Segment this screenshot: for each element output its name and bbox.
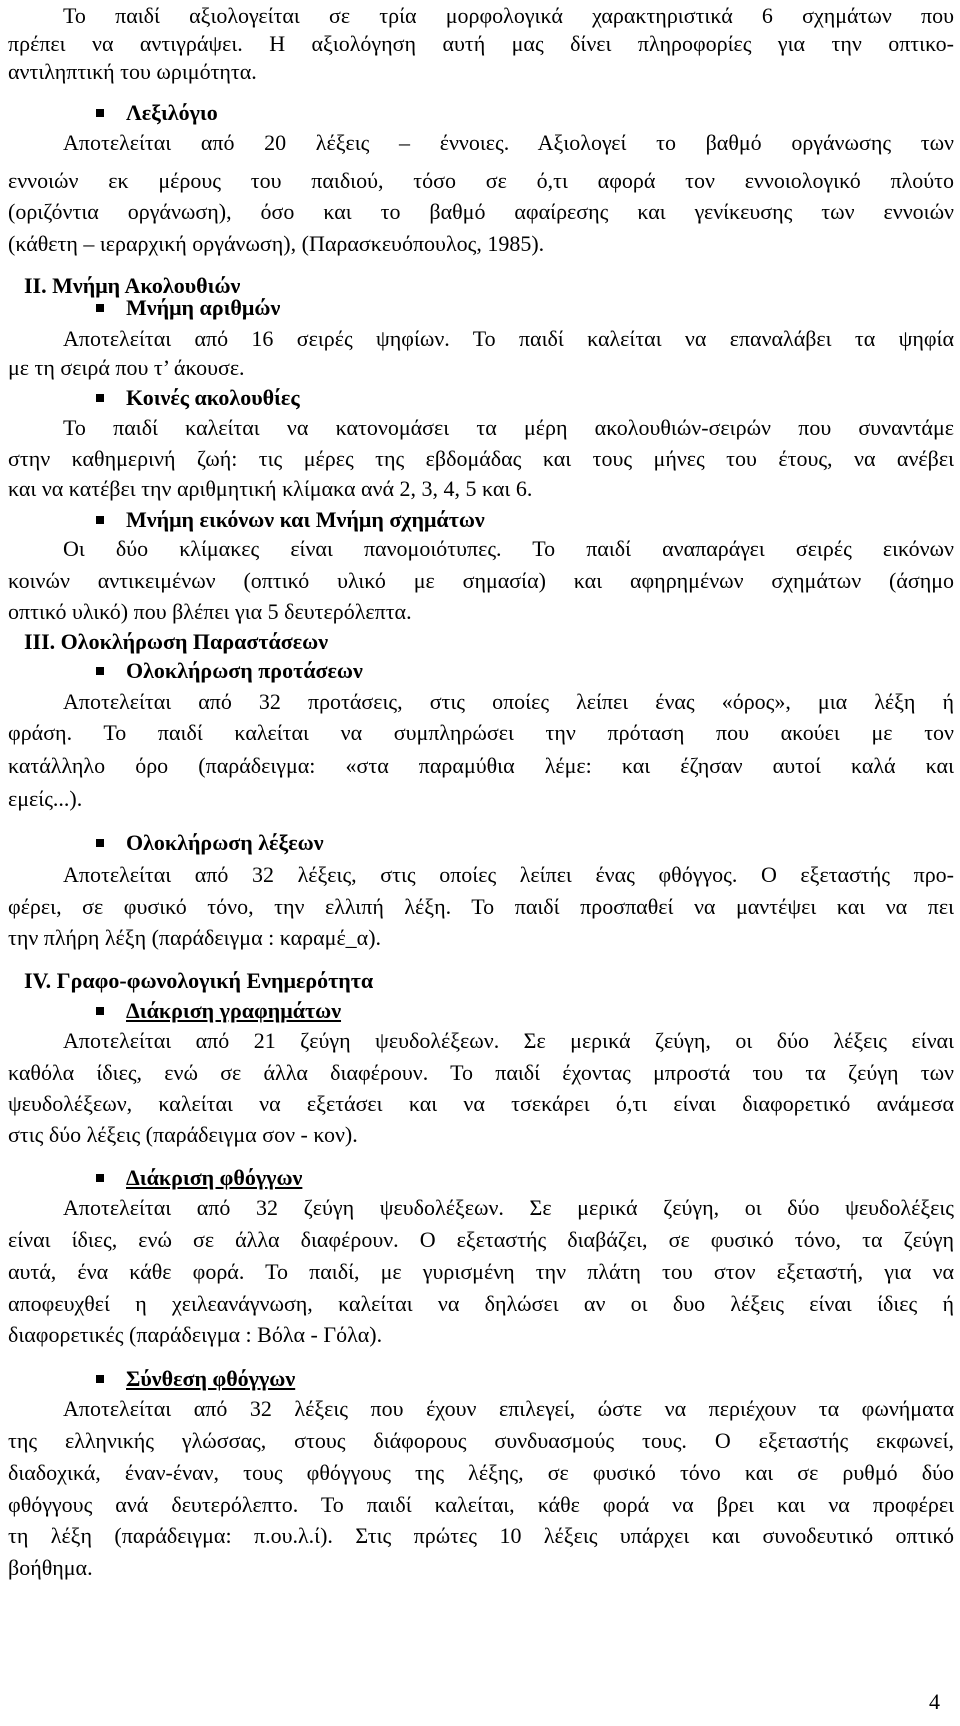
text-line [8,1192,954,1224]
text-line [8,1256,954,1288]
line-text: Αποτελείται από 32 προτάσεις, στις οποίες λείπει ένας «όρος», μια λέξη ή [63,689,954,714]
line-text: την πλήρη λέξη (παράδειγμα : καραμέ_α). [8,925,382,950]
text-line [8,127,954,159]
line-text: διαφορετικές (παράδειγμα : Βόλα - Γόλα). [8,1322,383,1347]
text-line [8,565,954,597]
text-line [8,1025,954,1057]
line-text: στην καθημερινή ζωή: τις μέρες της εβδομάδας και τους μήνες του έτους, να ανέβει [8,446,954,471]
text-line [8,196,954,228]
text-line [8,533,954,565]
section-heading [8,97,954,129]
text-line [8,473,954,505]
line-text: τη λέξη (παράδειγμα: π.ου.λ.ί). Στις πρώτες 10 λέξεις υπάρχει και συνοδευτικό οπτικό [8,1523,954,1548]
line-text: εμείς...). [8,786,83,811]
line-text: βοήθημα. [8,1555,93,1580]
line-text: κοινών αντικειμένων (οπτικό υλικό με σημασία) και αφηρημένων σχημάτων (άσημο [8,568,954,593]
text-line [8,1119,954,1151]
line-text: Το παιδί καλείται να κατονομάσει τα μέρη ακολουθιών-σειρών που συναντάμε [63,415,954,440]
line-text: ψευδολέξεων, καλείται να εξετάσει και να τσεκάρει ό,τι είναι διαφορετικό ανάμεσα [8,1091,954,1116]
text-line [8,412,954,444]
chapter-heading [8,965,954,997]
page-number: 4 [929,1689,940,1714]
text-line [8,1489,954,1521]
text-line [8,1224,954,1256]
line-text: Αποτελείται από 16 σειρές ψηφίων. Το παιδί καλείται να επαναλάβει τα ψηφία [63,326,954,351]
section-heading [8,292,954,324]
line-text: με τη σειρά που τ’ άκουσε. [8,355,245,380]
line-text: Διάκριση φθόγγων [126,1165,303,1190]
section-heading [8,504,954,536]
line-text: Αποτελείται από 32 λέξεις που έχουν επιλεγεί, ώστε να περιέχουν τα φωνήματα [63,1396,954,1421]
line-text: Σύνθεση φθόγγων [126,1366,296,1391]
text-line [8,443,954,475]
text-line [8,323,954,355]
line-text: καθόλα ίδιες, ενώ σε άλλα διαφέρουν. Το παιδί έχοντας μπροστά του τα ζεύγη των [8,1060,954,1085]
text-line [8,1425,954,1457]
square-bullet-icon [96,394,104,402]
line-text: IV. Γραφο-φωνολογική Ενημερότητα [24,968,374,993]
section-heading [8,1363,954,1395]
line-text: διαδοχικά, έναν-έναν, τους φθόγγους της λέξης, σε φυσικό τόνο και σε ρυθμό δύο [8,1460,954,1485]
text-line [8,165,954,197]
line-text: φέρει, σε φυσικό τόνο, την ελλιπή λέξη. Το παιδί προσπαθεί να μαντέψει και να πει [8,894,954,919]
text-line [8,1552,954,1584]
line-text: οπτικό υλικό) που βλέπει για 5 δευτερόλεπτα. [8,599,412,624]
square-bullet-icon [96,1375,104,1383]
line-text: (κάθετη – ιεραρχική οργάνωση), (Παρασκευόπουλος, 1985). [8,231,545,256]
square-bullet-icon [96,667,104,675]
text-line [8,1288,954,1320]
line-text: Αποτελείται από 21 ζεύγη ψευδολέξεων. Σε μερικά ζεύγη, οι δύο λέξεις είναι [63,1028,954,1053]
text-line [8,1319,954,1351]
line-text: Οι δύο κλίμακες είναι πανομοιότυπες. Το παιδί αναπαράγει σειρές εικόνων [63,536,954,561]
line-text: Μνήμη αριθμών [126,295,281,320]
line-text: Ολοκλήρωση προτάσεων [126,658,363,683]
line-text: εννοιών εκ μέρους του παιδιού, τόσο σε ό,τι αφορά τον εννοιολογικό πλούτο [8,168,954,193]
text-line [8,859,954,891]
section-heading [8,1162,954,1194]
square-bullet-icon [96,109,104,117]
line-text: φράση. Το παιδί καλείται να συμπληρώσει την πρόταση που ακούει με τον [8,720,954,745]
text-line [8,1088,954,1120]
text-line [8,56,954,88]
text-line [8,1057,954,1089]
line-text: στις δύο λέξεις (παράδειγμα σον - κον). [8,1122,358,1147]
chapter-heading [8,626,954,658]
text-line [8,1393,954,1425]
line-text: Ολοκλήρωση λέξεων [126,830,324,855]
line-text: Αποτελείται από 20 λέξεις – έννοιες. Αξιολογεί το βαθμό οργάνωσης των [63,130,954,155]
text-line [8,783,954,815]
line-text: Διάκριση γραφημάτων [126,998,342,1023]
text-line [8,1457,954,1489]
square-bullet-icon [96,304,104,312]
section-heading [8,382,954,414]
line-text: αυτά, ένα κάθε φορά. Το παιδί, με γυρισμένη την πλάτη του στον εξεταστή, για να [8,1259,954,1284]
line-text: ΙΙΙ. Ολοκλήρωση Παραστάσεων [24,629,329,654]
text-line [8,717,954,749]
line-text: της ελληνικής γλώσσας, στους διάφορους συνδυασμούς τους. Ο εξεταστής εκφωνεί, [8,1428,954,1453]
section-heading [8,827,954,859]
section-heading [8,655,954,687]
text-line [8,686,954,718]
line-text: είναι ίδιες, ενώ σε άλλα διαφέρουν. Ο εξεταστής διαβάζει, σε φυσικό τόνο, τα ζεύγη [8,1227,954,1252]
line-text: και να κατέβει την αριθμητική κλίμακα ανά 2, 3, 4, 5 και 6. [8,476,533,501]
text-line [8,750,954,782]
line-text: Αποτελείται από 32 ζεύγη ψευδολέξεων. Σε μερικά ζεύγη, οι δύο ψευδολέξεις [63,1195,954,1220]
text-line [8,596,954,628]
text-line [8,922,954,954]
text-line [8,891,954,923]
line-text: ΙΙ. Μνήμη Ακολουθιών [24,273,241,298]
text-line [8,1520,954,1552]
line-text: κατάλληλο όρο (παράδειγμα: «στα παραμύθια λέμε: και έζησαν αυτοί καλά και [8,753,954,778]
text-line [8,352,954,384]
square-bullet-icon [96,1174,104,1182]
line-text: πρέπει να αντιγράψει. Η αξιολόγηση αυτή μας δίνει πληροφορίες για την οπτικο- [8,31,954,56]
line-text: φθόγγους ανά δευτερόλεπτο. Το παιδί καλείται, κάθε φορά να βρει και να προφέρει [8,1492,954,1517]
line-text: Το παιδί αξιολογείται σε τρία μορφολογικά χαρακτηριστικά 6 σχημάτων που [63,3,954,28]
square-bullet-icon [96,1007,104,1015]
line-text: Μνήμη εικόνων και Μνήμη σχημάτων [126,507,485,532]
line-text: Λεξιλόγιο [126,100,218,125]
section-heading [8,995,954,1027]
line-text: Κοινές ακολουθίες [126,385,300,410]
square-bullet-icon [96,839,104,847]
line-text: (οριζόντια οργάνωση), όσο και το βαθμό αφαίρεσης και γενίκευσης των εννοιών [8,199,954,224]
line-text: αντιληπτική του ωριμότητα. [8,59,257,84]
square-bullet-icon [96,516,104,524]
text-line [8,228,954,260]
line-text: Αποτελείται από 32 λέξεις, στις οποίες λείπει ένας φθόγγος. Ο εξεταστής προ- [63,862,954,887]
line-text: αποφευχθεί η χειλεανάγνωση, καλείται να δηλώσει αν οι δυο λέξεις είναι ίδιες ή [8,1291,954,1316]
